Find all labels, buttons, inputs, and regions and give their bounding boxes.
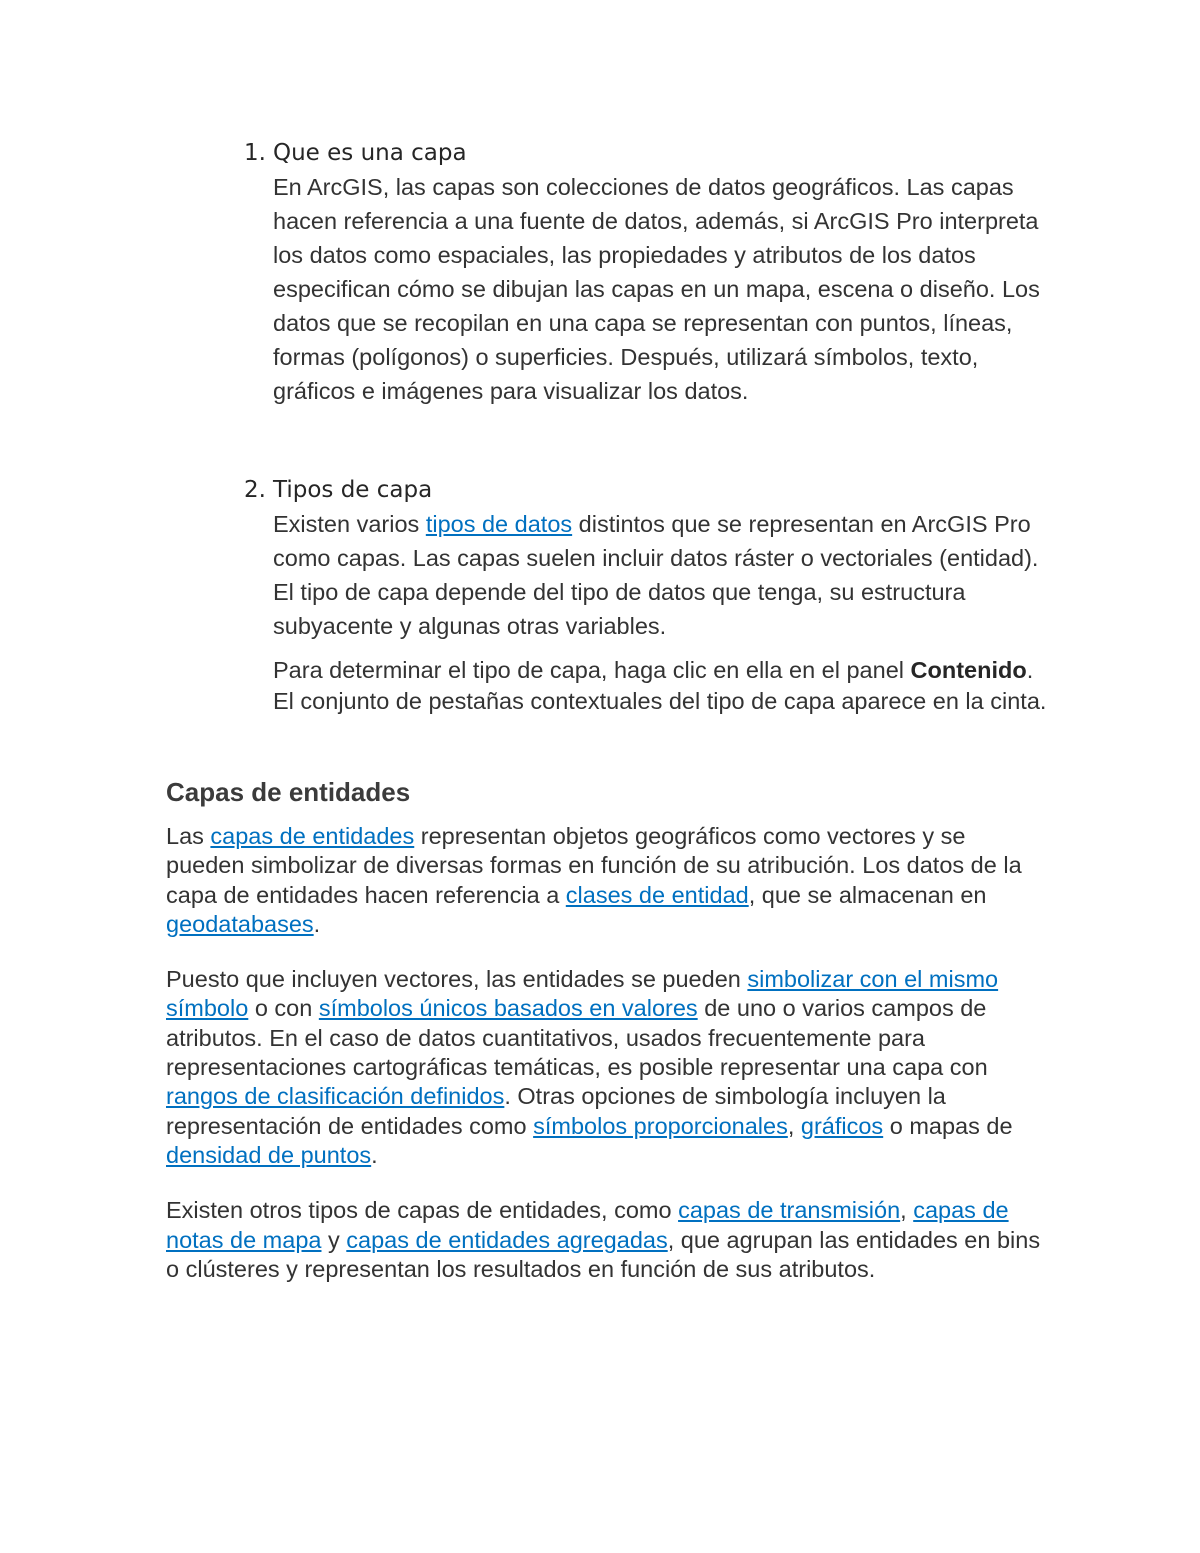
link-graficos[interactable]: gráficos: [800, 1112, 884, 1139]
link-capas-entidades-agregadas[interactable]: capas de entidades agregadas: [346, 1226, 668, 1253]
link-geodatabases[interactable]: geodatabases: [166, 910, 314, 937]
link-capas-de-transmision[interactable]: capas de transmisión: [678, 1197, 901, 1224]
section-paragraph-1: Las capas de entidades representan objetos geográficos como vectores y se pueden simbolizar de diversas formas en función de su atribución. Los datos de la capa de entidades hacen referencia a clases de entidad, que se almacenan en geodatabases.: [166, 823, 1022, 937]
list-item-body: [273, 473, 1053, 716]
list-item-title: Tipos de capa: [273, 477, 433, 503]
list-item-body: [273, 136, 1053, 408]
list-item-paragraph: Existen varios tipos de datos distintos que se representan en ArcGIS Pro como capas. Las capas suelen incluir datos ráster o vectoriales (entidad). El tipo de capa depende del tipo de datos que tenga, su estructura subyacente y algunas otras variables.: [273, 511, 1039, 639]
section-paragraph-3: Existen otros tipos de capas de entidades, como capas de transmisión, capas de notas de mapa y capas de entidades agregadas, que agrupan las entidades en bins o clústeres y representan los resultados en función de sus atributos.: [166, 1197, 1041, 1282]
link-capas-de-entidades[interactable]: capas de entidades: [210, 823, 415, 849]
section-heading: Capas de entidades: [166, 777, 411, 807]
link-capas-de-notas-de-mapa[interactable]: capas de notas de mapa: [166, 1197, 1009, 1253]
list-number: 1.: [244, 140, 266, 166]
link-simbolos-unicos[interactable]: símbolos únicos basados en valores: [318, 995, 698, 1022]
link-tipos-de-datos[interactable]: tipos de datos: [425, 511, 573, 537]
list-item-title: Que es una capa: [273, 140, 467, 166]
link-clases-de-entidad[interactable]: clases de entidad: [565, 881, 749, 908]
link-densidad-de-puntos[interactable]: densidad de puntos: [166, 1141, 372, 1168]
link-simbolos-proporcionales[interactable]: símbolos proporcionales: [533, 1112, 788, 1139]
link-rangos-clasificacion[interactable]: rangos de clasificación definidos: [166, 1083, 505, 1110]
list-item-paragraph-2: Para determinar el tipo de capa, haga clic en ella en el panel Contenido. El conjunto de pestañas contextuales del tipo de capa aparece en la cinta.: [273, 657, 1047, 714]
section-capas-de-entidades: [166, 775, 1046, 1284]
bold-contenido: Contenido: [910, 657, 1027, 683]
list-item-paragraph: En ArcGIS, las capas son colecciones de datos geográficos. Las capas hacen referencia a una fuente de datos, además, si ArcGIS Pro interpreta los datos como espaciales, las propiedades y atributos de los datos especifican cómo se dibujan las capas en un mapa, escena o diseño. Los datos que se recopilan en una capa se representan con puntos, líneas, formas (polígonos) o superficies. Después, utilizará símbolos, texto, gráficos e imágenes para visualizar los datos.: [273, 174, 1040, 404]
section-paragraph-2: Puesto que incluyen vectores, las entidades se pueden simbolizar con el mismo símbolo o con símbolos únicos basados en valores de uno o varios campos de atributos. En el caso de datos cuantitativos, usados frecuentemente para representaciones cartográficas temáticas, es posible representar una capa con rangos de clasificación definidos. Otras opciones de simbología incluyen la representación de entidades como símbolos proporcionales, gráficos o mapas de densidad de puntos.: [166, 966, 1013, 1168]
link-simbolizar-mismo-simbolo[interactable]: simbolizar con el mismo símbolo: [166, 966, 999, 1022]
list-number: 2.: [244, 477, 266, 503]
